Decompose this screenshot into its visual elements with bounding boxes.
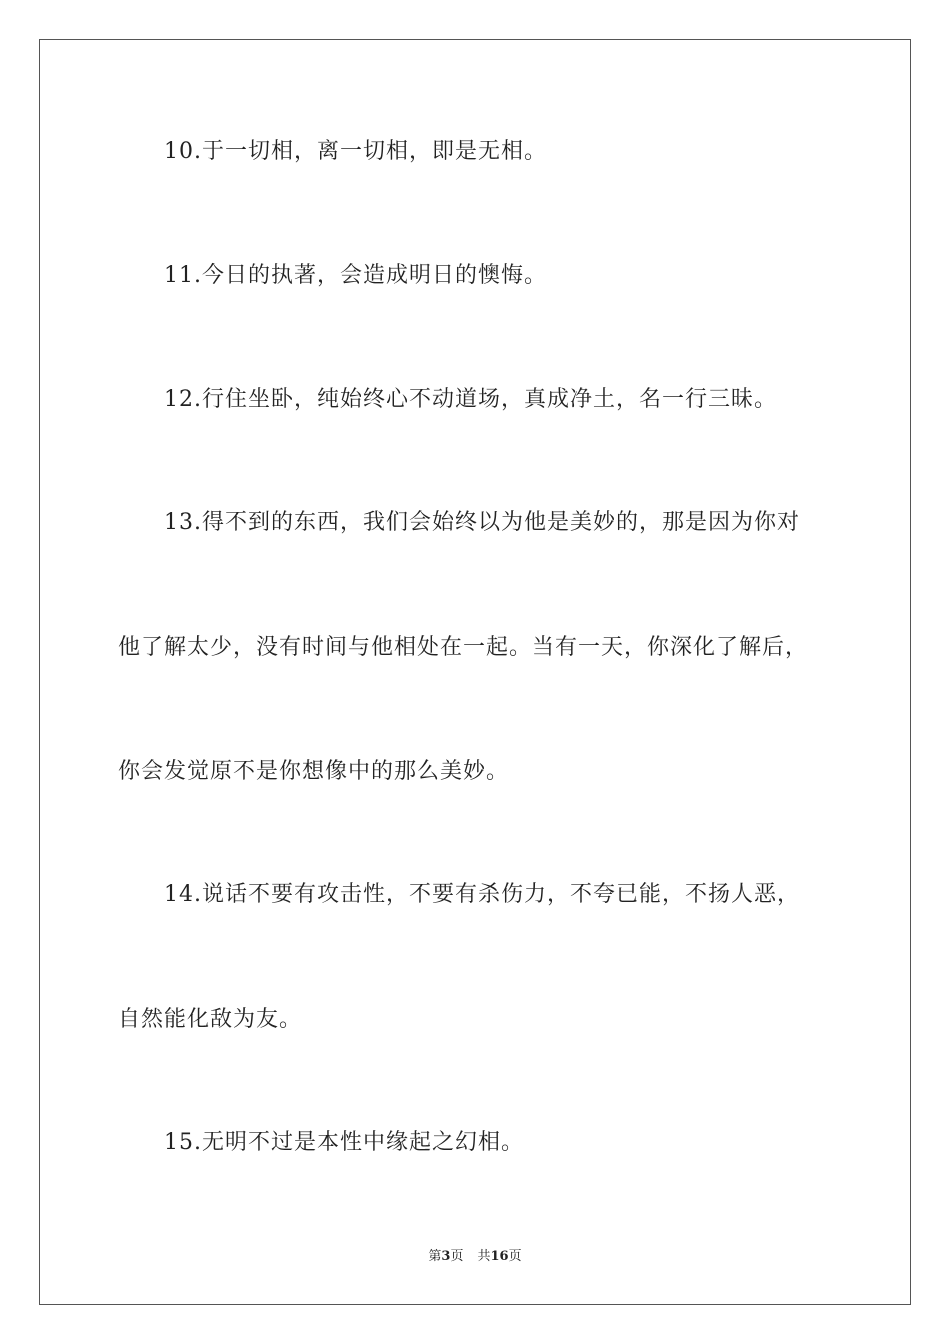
quote-10: 10.于一切相，离一切相，即是无相。	[164, 139, 547, 164]
quote-13-line-3: 你会发觉原不是你想像中的那么美妙。	[118, 759, 510, 784]
page-footer	[0, 1249, 950, 1265]
page-number: 3	[441, 1249, 451, 1264]
total-prefix: 共	[477, 1249, 491, 1264]
quote-14-line-1: 14.说话不要有攻击性，不要有杀伤力，不夸已能，不扬人恶，	[164, 882, 800, 907]
quote-13-line-1: 13.得不到的东西，我们会始终以为他是美妙的，那是因为你对	[164, 510, 800, 535]
quote-12: 12.行住坐卧，纯始终心不动道场，真成净土，名一行三昧。	[164, 387, 777, 412]
page-prefix: 第	[428, 1249, 442, 1264]
quote-14-line-2: 自然能化敌为友。	[118, 1007, 303, 1032]
total-suffix: 页	[508, 1249, 522, 1264]
quote-13-line-2: 他了解太少，没有时间与他相处在一起。当有一天，你深化了解后，	[118, 635, 809, 660]
total-pages: 16	[490, 1249, 509, 1264]
page-suffix: 页	[450, 1249, 464, 1264]
page-border	[39, 39, 911, 1305]
quote-11: 11.今日的执著，会造成明日的懊悔。	[164, 263, 547, 288]
quote-15: 15.无明不过是本性中缘起之幻相。	[164, 1130, 524, 1155]
